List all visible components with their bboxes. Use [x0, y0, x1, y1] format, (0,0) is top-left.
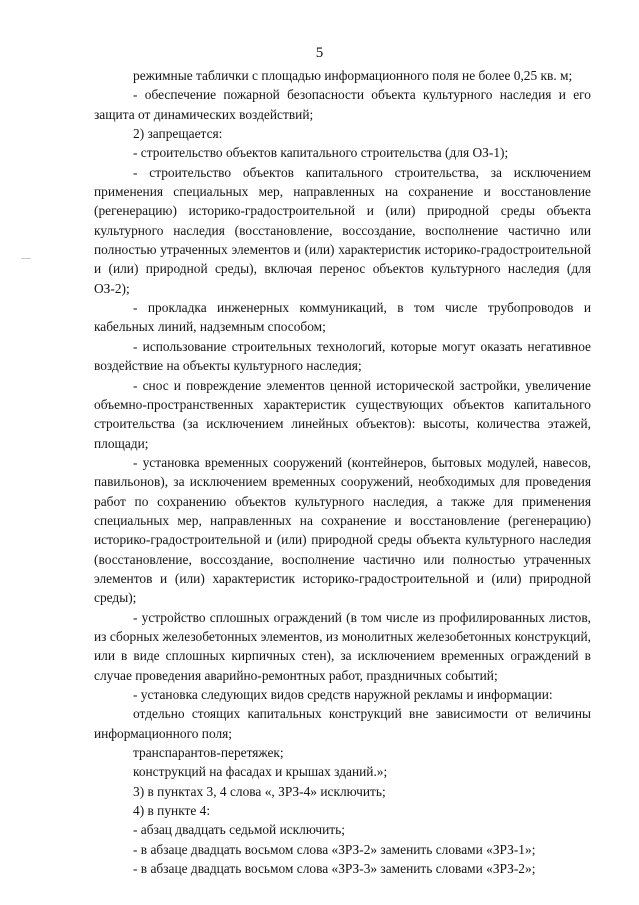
paragraph: - абзац двадцать седьмой исключить; [133, 822, 345, 838]
page-number: 5 [315, 45, 324, 61]
paragraph: - строительство объектов капитального строительства (для ОЗ-1); [133, 145, 509, 161]
document-body [94, 66, 591, 878]
paragraph: конструкций на фасадах и крышах зданий.»; [133, 764, 388, 780]
paragraph: - устройство сплошных ограждений (в том числе из профилированных листов, из сборных железобетонных элементов, из монолитных железобетонных конструкций, или в виде сплошных кирпичных стен), за исключением временных ограждений в случае проведения аварийно-ремонтных работ, праздничных событий; [94, 609, 591, 683]
margin-mark [21, 258, 31, 259]
paragraph: - установка временных сооружений (контейнеров, бытовых модулей, навесов, павильонов), за исключением временных сооружений, необходимых для проведения работ по сохранению объектов культурного наследия, а также для применения специальных мер, направленных на сохранение и восстановление (регенерацию) историко-градостроительной и (или) природной среды объекта культурного наследия (восстановление, воссоздание, восполнение частично или полностью утраченных элементов и (или) характеристик историко-градостроительной и (или) природной среды); [94, 454, 591, 606]
paragraph: 4) в пункте 4: [133, 803, 211, 819]
paragraph: - использование строительных технологий, которые могут оказать негативное воздействие на объекты культурного наследия; [94, 338, 591, 374]
paragraph: 3) в пунктах 3, 4 слова «, ЗРЗ-4» исключить; [133, 783, 386, 799]
paragraph: - в абзаце двадцать восьмом слова «ЗРЗ-3» заменить словами «ЗРЗ-2»; [133, 861, 536, 877]
paragraph: транспарантов-перетяжек; [133, 745, 284, 761]
paragraph: - обеспечение пожарной безопасности объекта культурного наследия и его защита от динамических воздействий; [94, 87, 591, 122]
paragraph: - установка следующих видов средств наружной рекламы и информации: [133, 687, 553, 702]
paragraph: 2) запрещается: [133, 126, 223, 142]
paragraph: - в абзаце двадцать восьмом слова «ЗРЗ-2» заменить словами «ЗРЗ-1»; [133, 841, 536, 857]
paragraph: - снос и повреждение элементов ценной исторической застройки, увеличение объемно-пространственных характеристик существующих объектов капитального строительства (за исключением линейных объектов): высоты, количества этажей, площади; [94, 377, 591, 451]
paragraph: отдельно стоящих капитальных конструкций вне зависимости от величины информационного поля; [94, 706, 591, 741]
paragraph: режимные таблички с площадью информационного поля не более 0,25 кв. м; [133, 68, 573, 83]
paragraph: - строительство объектов капитального строительства, за исключением применения специальных мер, направленных на сохранение и восстановление (регенерацию) историко-градостроительной и (или) природной среды объекта культурного наследия (восстановление, воссоздание, восполнение частично или полностью утраченных элементов и (или) характеристик историко-градостроительной и (или) природной среды), включая перенос объектов культурного наследия (для ОЗ-2); [94, 164, 591, 296]
paragraph: - прокладка инженерных коммуникаций, в том числе трубопроводов и кабельных линий, надземным способом; [94, 300, 591, 335]
